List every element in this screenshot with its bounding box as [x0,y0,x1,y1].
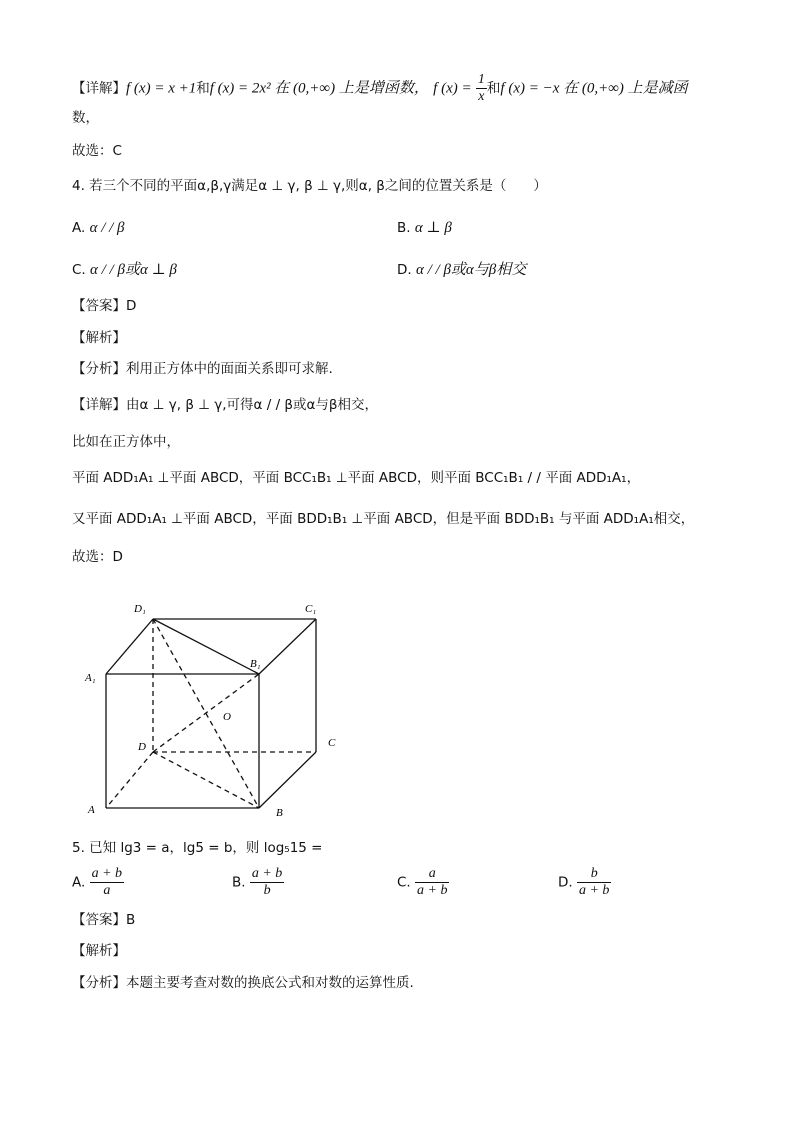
q4-line-2: 又平面 ADD₁A₁ ⊥平面 ABCD，平面 BDD₁B₁ ⊥平面 ABCD，但是平面 BDD₁B₁ 与平面 ADD₁A₁相交， [72,511,695,527]
q4-option-d: D. α / / β或α与β相交 [397,262,527,278]
detail-tag: 【详解】 [72,80,126,97]
label-d1: D₁ [134,603,146,615]
func-4: f (x) = −x 在 (0,+∞) 上是减函 [500,80,688,97]
q4-analysis-tag: 【解析】 [72,330,126,346]
edge-bc [259,752,316,808]
question-4: 4. 若三个不同的平面α,β,γ满足α ⊥ γ, β ⊥ γ,则α, β之间的位置关系是（ ） [72,178,547,194]
func-3: f (x) = [433,80,472,97]
q4-answer: 【答案】D [72,298,137,314]
and-text-2: 和 [486,80,501,97]
q4-xiangjie: 【详解】由α ⊥ γ, β ⊥ γ,可得α / / β或α与β相交， [72,397,379,413]
label-a: A [88,804,95,816]
label-b1: B₁ [250,658,261,670]
q4-fenxi: 【分析】利用正方体中的面面关系即可求解. [72,361,333,377]
q5-option-b: B. $\frac{a + b}{b}$ [232,866,283,898]
label-o: O [223,711,231,723]
q5-fenxi: 【分析】本题主要考查对数的换底公式和对数的运算性质. [72,975,414,991]
question-5: 5. 已知 lg3 = a，lg5 = b，则 log₅15 = [72,840,323,856]
func-1: f (x) = x +1 [126,80,197,97]
q5-option-c: C. $\frac{a}{a + b}$ [397,866,448,898]
detail-line-1 [72,72,688,105]
q5-option-d: D. $\frac{b}{a + b}$ [558,866,610,898]
q4-option-c: C. α / / β或α ⊥ β [72,262,177,278]
q4-option-b: B. α ⊥ β [397,220,452,236]
choose-answer-1: 故选：C [72,143,122,159]
q5-answer: 【答案】B [72,912,136,928]
q4-choose: 故选：D [72,549,123,565]
edge-c1b1 [259,619,316,674]
edge-db1 [153,674,259,752]
q5-option-a: A. $\frac{a + b}{a}$ [72,866,123,898]
edge-d1a1 [106,619,153,674]
func-2: f (x) = 2x² 在 (0,+∞) 上是增函数， [209,80,429,97]
q5-analysis-tag: 【解析】 [72,943,126,959]
label-a1: A₁ [85,672,96,684]
fraction-1-over-x: $\frac{1}{x}$ [477,72,485,104]
q4-example: 比如在正方体中， [72,434,180,450]
and-text: 和 [196,80,210,97]
cube-figure [80,598,350,823]
label-c: C [328,737,336,749]
q4-line-1: 平面 ADD₁A₁ ⊥平面 ABCD，平面 BCC₁B₁ ⊥平面 ABCD，则平面 BCC₁B₁ / / 平面 ADD₁A₁， [72,470,641,486]
edge-da [106,752,153,808]
detail-line-tail: 数， [72,110,99,126]
label-d: D [138,741,146,753]
q4-option-a: A. α / / β [72,220,125,236]
label-c1: C₁ [305,603,317,615]
label-b: B [276,807,283,819]
